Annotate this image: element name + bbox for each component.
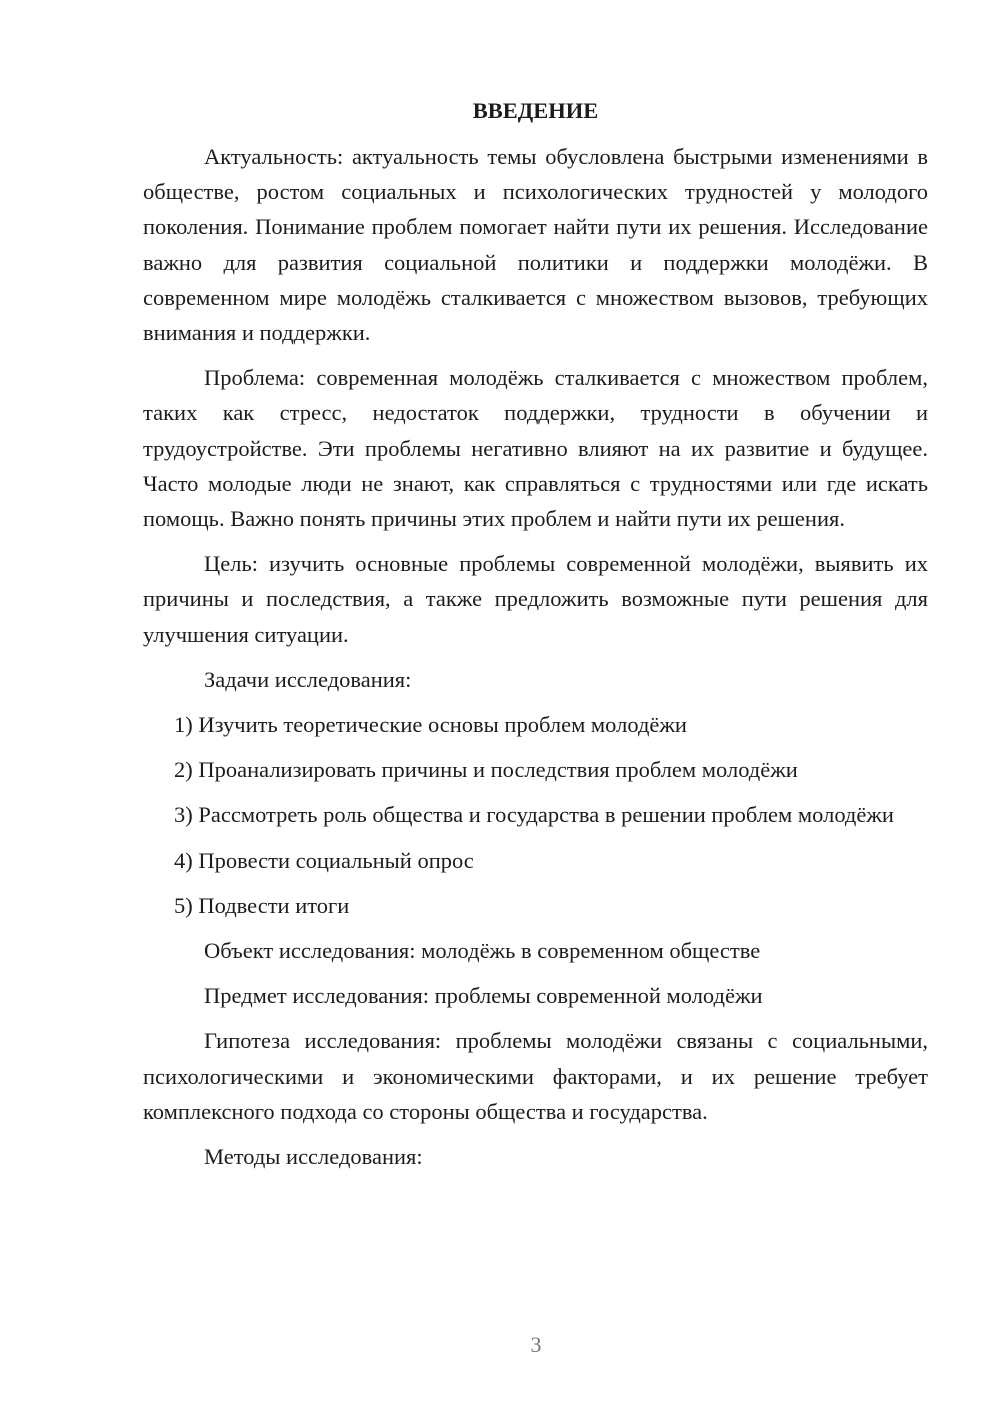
research-hypothesis: Гипотеза исследования: проблемы молодёжи связаны с социальными, психологическими и экономическими факторами, и их решение требует комплексного подхода со стороны общества и государства. (143, 1028, 928, 1124)
paragraph-goal: Цель: изучить основные проблемы современной молодёжи, выявить их причины и последствия, а также предложить возможные пути решения для улучшения ситуации. (143, 551, 928, 647)
methods-heading: Методы исследования: (204, 1144, 423, 1170)
page-number: 3 (530, 1332, 542, 1357)
task-item-5: 5) Подвести итоги (174, 892, 350, 918)
tasks-heading: Задачи исследования: (204, 666, 412, 692)
paragraph-problem: Проблема: современная молодёжь сталкивается с множеством проблем, таких как стресс, недостаток поддержки, трудности в обучении и трудоустройстве. Эти проблемы негативно влияют на их развитие и будущее. Часто молодые люди не знают, как справляться с трудностями или где искать помощь. Важно понять причины этих проблем и найти пути их решения. (143, 365, 928, 532)
task-item-1: 1) Изучить теоретические основы проблем молодёжи (174, 712, 687, 738)
task-item-3: 3) Рассмотреть роль общества и государства в решении проблем молодёжи (174, 802, 894, 828)
research-object: Объект исследования: молодёжь в современном обществе (204, 938, 761, 964)
page-content (143, 93, 928, 1184)
task-item-4: 4) Провести социальный опрос (174, 847, 474, 873)
task-item-2: 2) Проанализировать причины и последствия проблем молодёжи (174, 757, 798, 783)
paragraph-relevance: Актуальность: актуальность темы обусловлена быстрыми изменениями в обществе, ростом социальных и психологических трудностей у молодого поколения. Понимание проблем помогает найти пути их решения. Исследование важно для развития социальной политики и поддержки молодёжи. В современном мире молодёжь сталкивается с множеством вызовов, требующих внимания и поддержки. (143, 144, 928, 346)
section-title: ВВЕДЕНИЕ (472, 98, 599, 123)
research-subject: Предмет исследования: проблемы современной молодёжи (204, 983, 763, 1009)
